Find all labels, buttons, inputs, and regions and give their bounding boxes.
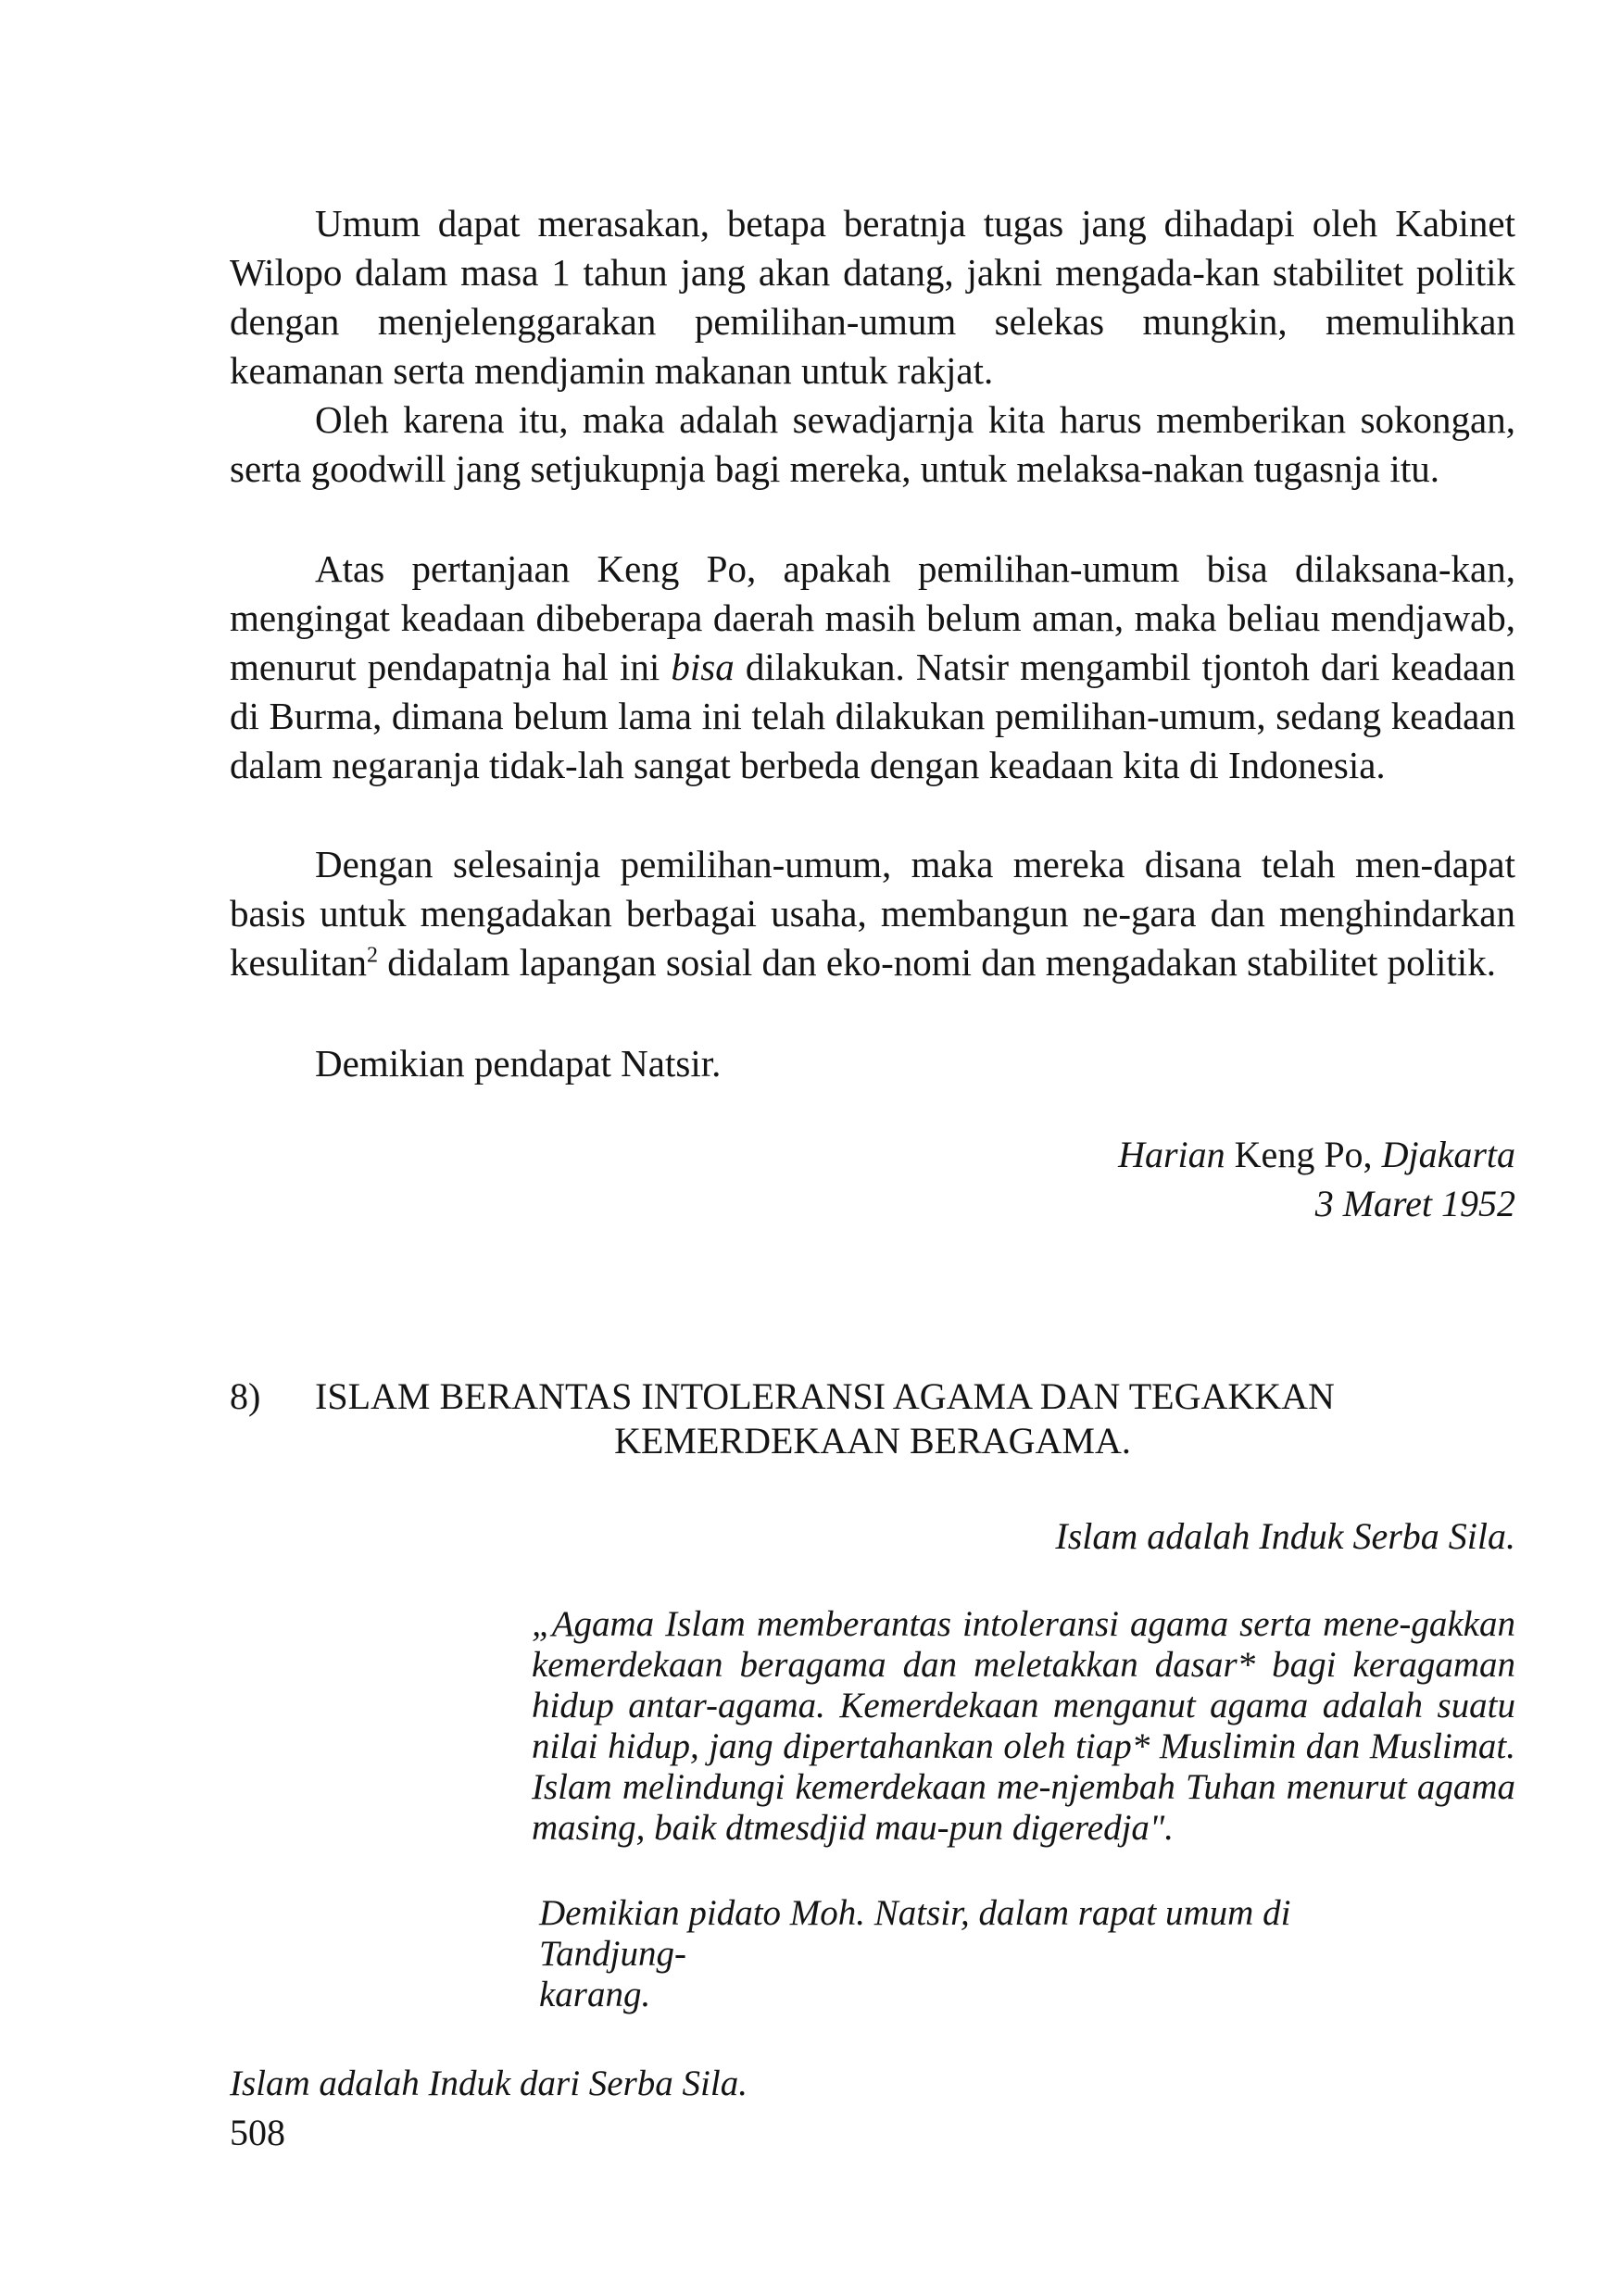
paragraph-1: Umum dapat merasakan, betapa beratnja tugas jang dihadapi oleh Kabinet Wilopo dalam masa 1 tahun jang akan datang, jakni mengada-kan stabilitet politik dengan menjelenggarakan pemilihan-umum selekas mungkin, memulihkan keamanan serta mendjamin makanan untuk rakjat. [230, 202, 1515, 392]
paragraph-3 [230, 545, 1515, 790]
source-paper: Keng Po, [1234, 1134, 1373, 1175]
paragraph-4-text-a: Dengan selesainja pemilihan-umum, maka mereka disana telah men-dapat basis untuk mengadakan berbagai usaha, membangun ne-gara dan menghindarkan kesulitan [230, 843, 1515, 984]
quote-attribution: Demikian pidato Moh. Natsir, dalam rapat umum di [539, 1893, 1291, 1933]
section-motto: Islam adalah Induk Serba Sila. [1055, 1515, 1515, 1557]
section-title-line-1: ISLAM BERANTAS INTOLERANSI AGAMA DAN TEGAKKAN [315, 1375, 1335, 1417]
source-city: Djakarta [1381, 1134, 1515, 1175]
source-harian: Harian [1118, 1134, 1225, 1175]
attribution-place: Tandjung- karang. [539, 1934, 686, 2014]
page-number: 508 [230, 2112, 285, 2153]
source-date: 3 Maret 1952 [1314, 1183, 1515, 1224]
paragraph-4-text-b: didalam lapangan sosial dan eko-nomi dan mengadakan stabilitet politik. [387, 941, 1496, 984]
section-number: 8) [230, 1375, 261, 1417]
footnote-marker: 2 [367, 943, 379, 968]
section-title-line-2: KEMERDEKAAN BERAGAMA. [614, 1420, 1131, 1462]
paragraph-4 [230, 840, 1515, 987]
paragraph-3-text-b: dilakukan. Natsir mengambil tjontoh dari keadaan di Burma, dimana belum lama ini telah dilakukan pemilihan-umum, sedang keadaan dalam negaranja tidak-lah sangat berbeda dengan keadaan kita di Indonesia. [230, 646, 1516, 786]
paragraph-3-emphasis: bisa [671, 646, 735, 688]
paragraph-5: Demikian pendapat Natsir. [315, 1042, 722, 1085]
paragraph-3-text-a: Atas pertanjaan Keng Po, apakah pemilihan-umum bisa dilaksana-kan, mengingat keadaan dibeberapa daerah masih belum aman, maka beliau mendjawab, menurut pendapatnja hal ini [230, 547, 1515, 688]
running-footer-title: Islam adalah Induk dari Serba Sila. [230, 2064, 748, 2103]
source-citation [682, 1130, 1515, 1179]
quote-attribution-tail [539, 1934, 1515, 2015]
paragraph-2: Oleh karena itu, maka adalah sewadjarnja kita harus memberikan sokongan, serta goodwill jang setjukupnja bagi mereka, untuk melaksa-nakan tugasnja itu. [230, 398, 1515, 490]
block-quote: „Agama Islam memberantas intoleransi agama serta mene-gakkan kemerdekaan beragama dan meletakkan dasar* bagi keragaman hidup antar-agama. Kemerdekaan menganut agama adalah suatu nilai hidup, jang dipertahankan oleh tiap* Muslimin dan Muslimat. Islam melindungi kemerdekaan me-njembah Tuhan menurut agama masing, baik dtmesdjid mau-pun digeredja". [532, 1604, 1515, 1848]
